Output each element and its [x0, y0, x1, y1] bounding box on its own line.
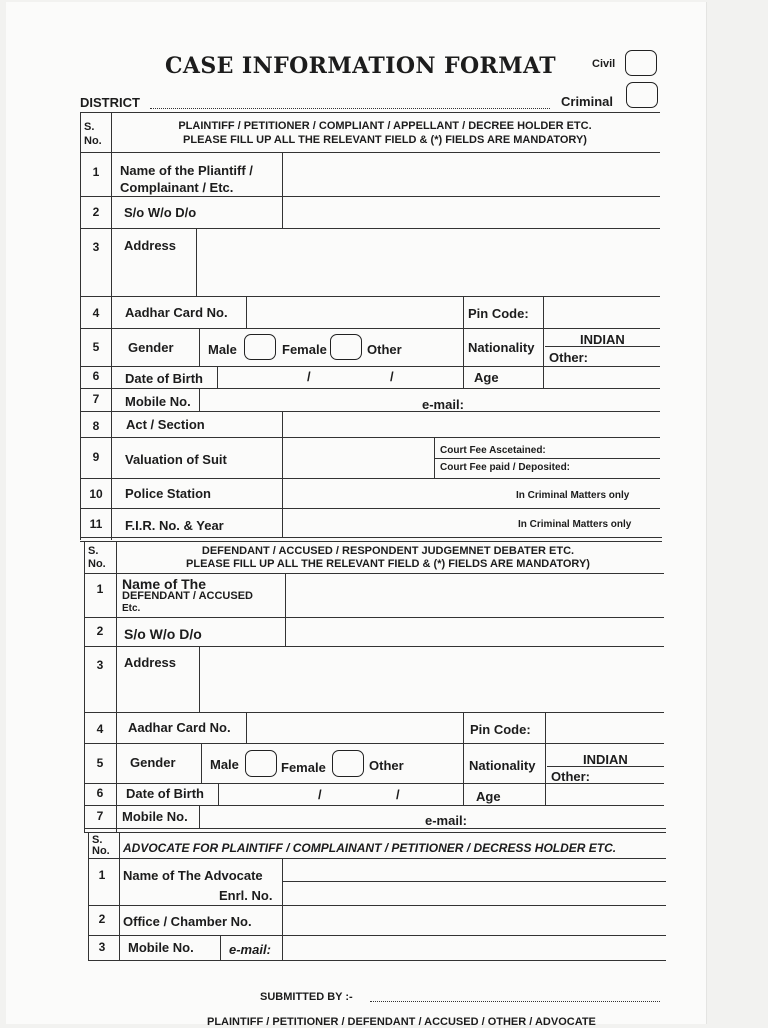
plaintiff-mobile-field[interactable]	[201, 389, 411, 410]
row-number: 6	[92, 369, 100, 383]
plaintiff-male-checkbox[interactable]	[244, 334, 276, 360]
date-separator: /	[390, 369, 394, 384]
defendant-email-field[interactable]	[475, 806, 664, 827]
enrollment-field[interactable]	[284, 882, 666, 904]
sno-header: S. No.	[88, 545, 106, 570]
advocate-mobile-label: Mobile No.	[128, 940, 194, 955]
police-station-label: Police Station	[125, 486, 211, 501]
plaintiff-age-label: Age	[474, 370, 499, 385]
submitted-by-field[interactable]	[370, 1001, 660, 1002]
row-number: 1	[92, 165, 100, 179]
court-fee-ascertained-label: Court Fee Ascetained:	[440, 445, 546, 456]
section2-heading: DEFENDANT / ACCUSED / RESPONDENT JUDGEMNET DEBATER ETC.	[201, 545, 575, 557]
criminal-note: In Criminal Matters only	[518, 519, 632, 530]
plaintiff-relation-label: S/o W/o D/o	[124, 205, 197, 220]
defendant-pincode-field[interactable]	[547, 713, 664, 742]
col-divider	[218, 783, 219, 805]
defendant-name-field[interactable]	[287, 574, 664, 616]
district-field[interactable]	[150, 108, 550, 109]
plaintiff-age-field[interactable]	[545, 367, 660, 387]
col-divider	[220, 935, 221, 960]
row-number: 11	[89, 517, 103, 531]
date-separator: /	[318, 787, 322, 802]
row-number: 4	[92, 306, 100, 320]
plaintiff-dob-field[interactable]	[219, 367, 462, 387]
col-divider	[285, 573, 286, 646]
plaintiff-email-field[interactable]	[475, 389, 660, 410]
defendant-relation-label: S/o W/o D/o	[124, 626, 202, 642]
row-divider	[88, 960, 666, 961]
col-divider	[282, 411, 283, 538]
col-divider	[199, 388, 200, 411]
plaintiff-aadhar-label: Aadhar Card No.	[125, 305, 228, 320]
row-number: 2	[96, 624, 104, 638]
row-number: 8	[92, 419, 100, 433]
defendant-name-label-2: DEFENDANT / ACCUSED	[122, 590, 253, 602]
male-label: Male	[210, 757, 239, 772]
nationality-divider	[547, 766, 664, 767]
col-divider	[463, 712, 464, 805]
col-divider	[199, 805, 200, 828]
fir-label: F.I.R. No. & Year	[125, 518, 224, 533]
row-number: 3	[92, 240, 100, 254]
submitted-by-label: SUBMITTED BY :-	[260, 991, 353, 1003]
col-divider	[199, 646, 200, 712]
plaintiff-relation-field[interactable]	[284, 197, 660, 227]
table-border	[116, 542, 117, 832]
advocate-name-label: Name of The Advocate	[123, 868, 263, 883]
defendant-female-checkbox[interactable]	[332, 750, 364, 777]
fir-field[interactable]	[284, 509, 514, 536]
plaintiff-mobile-label: Mobile No.	[125, 394, 191, 409]
defendant-pincode-label: Pin Code:	[470, 722, 531, 737]
sno-header: S. No.	[92, 834, 110, 857]
plaintiff-email-label: e-mail:	[422, 397, 464, 412]
defendant-age-label: Age	[476, 789, 501, 804]
other-gender-label: Other	[367, 342, 402, 357]
col-divider	[199, 328, 200, 366]
table-border	[119, 833, 120, 961]
advocate-name-field[interactable]	[284, 859, 666, 880]
defendant-address-field[interactable]	[201, 647, 664, 711]
section2-subheading: PLEASE FILL UP ALL THE RELEVANT FIELD & (*) FIELDS ARE MANDATORY)	[186, 558, 590, 570]
section1-heading: PLAINTIFF / PETITIONER / COMPLIANT / APPELLANT / DECREE HOLDER ETC.	[178, 120, 592, 132]
defendant-gender-label: Gender	[130, 755, 176, 770]
defendant-aadhar-field[interactable]	[248, 713, 462, 742]
row-number: 5	[92, 340, 100, 354]
criminal-note: In Criminal Matters only	[516, 490, 630, 501]
plaintiff-gender-label: Gender	[128, 340, 174, 355]
act-section-label: Act / Section	[126, 417, 205, 432]
row-number: 2	[92, 205, 100, 219]
col-divider	[246, 296, 247, 328]
enrollment-label: Enrl. No.	[219, 888, 273, 903]
plaintiff-dob-label: Date of Birth	[125, 371, 203, 386]
section-divider	[84, 828, 666, 833]
valuation-label: Valuation of Suit	[125, 452, 227, 467]
col-divider	[282, 152, 283, 228]
plaintiff-pincode-field[interactable]	[545, 297, 660, 327]
table-border	[80, 112, 660, 113]
row-number: 6	[96, 786, 104, 800]
other-gender-label: Other	[369, 758, 404, 773]
defendant-email-label: e-mail:	[425, 813, 467, 828]
row-number: 7	[96, 809, 104, 823]
row-number: 3	[96, 658, 104, 672]
row-number: 2	[98, 912, 106, 926]
row-number: 9	[92, 450, 100, 464]
section1-subheading: PLEASE FILL UP ALL THE RELEVANT FIELD & (*) FIELDS ARE MANDATORY)	[183, 134, 587, 146]
col-divider	[463, 296, 464, 388]
date-separator: /	[396, 787, 400, 802]
female-label: Female	[282, 342, 327, 357]
sno-header: S. No.	[84, 121, 102, 147]
col-divider	[282, 858, 283, 960]
defendant-mobile-field[interactable]	[201, 806, 413, 827]
section3-heading: ADVOCATE FOR PLAINTIFF / COMPLAINANT / PETITIONER / DECRESS HOLDER ETC.	[123, 841, 617, 855]
plaintiff-female-checkbox[interactable]	[330, 334, 362, 360]
row-number: 7	[92, 392, 100, 406]
defendant-name-label: Name of The	[122, 576, 207, 592]
row-number: 5	[96, 756, 104, 770]
row-number: 4	[96, 722, 104, 736]
office-chamber-label: Office / Chamber No.	[123, 914, 252, 929]
plaintiff-address-field[interactable]	[198, 229, 660, 295]
defendant-relation-field[interactable]	[287, 618, 664, 645]
row-number: 3	[98, 940, 106, 954]
form-title: CASE INFORMATION FORMAT	[165, 53, 557, 79]
col-divider	[545, 712, 546, 805]
police-station-field[interactable]	[284, 479, 514, 507]
col-divider	[201, 743, 202, 783]
defendant-address-label: Address	[124, 655, 177, 670]
civil-label: Civil	[592, 58, 616, 70]
defendant-dob-label: Date of Birth	[126, 786, 204, 801]
indian-label: INDIAN	[580, 332, 625, 347]
col-divider	[246, 712, 247, 743]
plaintiff-nationality-label: Nationality	[468, 340, 535, 355]
row-number: 1	[96, 582, 104, 596]
criminal-label: Criminal	[561, 94, 614, 109]
plaintiff-pincode-label: Pin Code:	[468, 306, 529, 321]
col-divider	[196, 228, 197, 296]
defendant-name-label-3: Etc.	[122, 603, 141, 614]
row-divider	[84, 743, 664, 744]
defendant-nationality-label: Nationality	[469, 758, 536, 773]
defendant-dob-field[interactable]	[220, 784, 462, 804]
defendant-male-checkbox[interactable]	[245, 750, 277, 777]
row-divider	[80, 328, 660, 329]
defendant-age-field[interactable]	[547, 784, 664, 804]
female-label: Female	[281, 760, 326, 775]
row-divider	[434, 458, 660, 459]
defendant-mobile-label: Mobile No.	[122, 809, 188, 824]
district-label: DISTRICT	[80, 95, 140, 110]
valuation-field[interactable]	[284, 438, 433, 477]
plaintiff-name-label: Name of the Pliantiff /	[120, 163, 253, 178]
date-separator: /	[307, 369, 311, 384]
col-divider	[543, 296, 544, 388]
nationality-divider	[545, 346, 660, 347]
col-divider	[217, 366, 218, 388]
plaintiff-address-label: Address	[124, 238, 177, 253]
plaintiff-name-label-2: Complainant / Etc.	[120, 180, 234, 195]
office-chamber-field[interactable]	[284, 906, 666, 934]
other-nationality-label: Other:	[549, 350, 588, 365]
table-border	[111, 112, 112, 540]
row-number: 10	[89, 487, 103, 501]
row-number: 1	[98, 868, 106, 882]
defendant-aadhar-label: Aadhar Card No.	[128, 720, 231, 735]
male-label: Male	[208, 342, 237, 357]
advocate-contact-field[interactable]	[284, 936, 666, 959]
plaintiff-aadhar-field[interactable]	[248, 297, 462, 327]
submitted-by-options: PLAINTIFF / PETITIONER / DEFENDANT / ACCUSED / OTHER / ADVOCATE	[207, 1016, 596, 1028]
act-section-field[interactable]	[284, 412, 660, 436]
other-nationality-label: Other:	[551, 769, 590, 784]
court-fee-paid-label: Court Fee paid / Deposited:	[440, 462, 571, 473]
indian-label: INDIAN	[583, 752, 628, 767]
section-divider	[80, 537, 662, 542]
plaintiff-name-field[interactable]	[284, 153, 660, 195]
criminal-checkbox[interactable]	[626, 82, 658, 108]
civil-checkbox[interactable]	[625, 50, 657, 76]
advocate-email-label: e-mail:	[229, 942, 271, 957]
